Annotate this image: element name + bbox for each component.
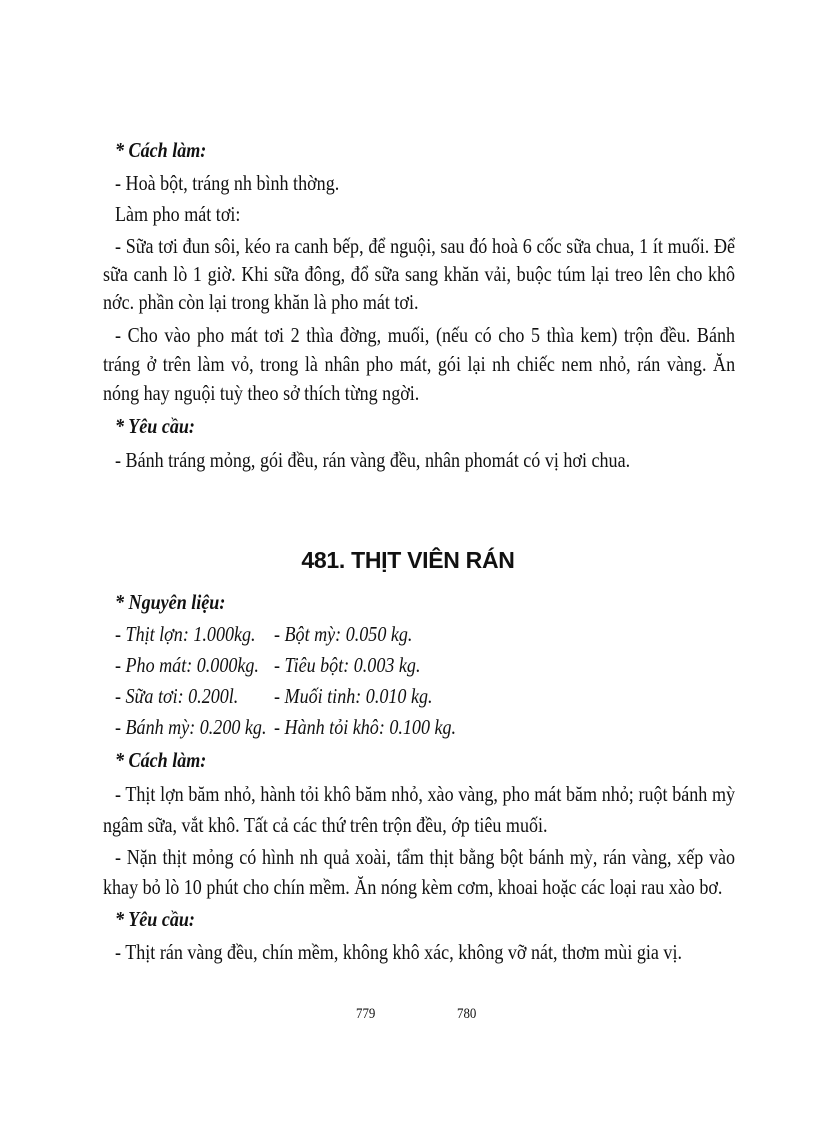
paragraph-line: - Nặn thịt mỏng có hình nh quả xoài, tẩm thịt bằng bột bánh mỳ, rán vàng, xếp vào xyxy=(115,845,736,869)
nguyen-lieu-heading: * Nguyên liệu: xyxy=(115,590,226,614)
text-line: Làm pho mát tơi: xyxy=(115,202,241,226)
paragraph-line: khay bỏ lò 10 phút cho chín mềm. Ăn nóng kèm cơm, khoai hoặc các loại rau xào bơ. xyxy=(103,875,723,899)
paragraph-line: nóng hay nguội tuỳ theo sở thích từng ngời. xyxy=(103,381,420,405)
paragraph-line: - Sữa tơi đun sôi, kéo ra canh bếp, để nguội, sau đó hoà 6 cốc sữa chua, 1 ít muối. Để xyxy=(115,234,736,258)
ingredient-item: - Muối tinh: 0.010 kg. xyxy=(274,684,433,708)
paragraph-line: ngâm sữa, vắt khô. Tất cả các thứ trên trộn đều, ớp tiêu muối. xyxy=(103,813,548,837)
page-number-left: 779 xyxy=(356,1006,376,1022)
cach-lam-heading: * Cách làm: xyxy=(115,748,207,772)
recipe-title: 481. THỊT VIÊN RÁN xyxy=(301,547,515,573)
ingredient-item: - Tiêu bột: 0.003 kg. xyxy=(274,653,421,677)
ingredient-item: - Bột mỳ: 0.050 kg. xyxy=(274,622,413,646)
ingredient-item: - Pho mát: 0.000kg. xyxy=(115,653,259,677)
ingredient-item: - Hành tỏi khô: 0.100 kg. xyxy=(274,715,457,739)
ingredient-item: - Sữa tơi: 0.200l. xyxy=(115,684,239,708)
text-line: - Thịt rán vàng đều, chín mềm, không khô xác, không vỡ nát, thơm mùi gia vị. xyxy=(115,940,682,964)
text-line: - Bánh tráng mỏng, gói đều, rán vàng đều, nhân phomát có vị hơi chua. xyxy=(115,448,631,472)
yeu-cau-heading: * Yêu cầu: xyxy=(115,414,195,438)
ingredient-item: - Thịt lợn: 1.000kg. xyxy=(115,622,256,646)
paragraph-line: - Cho vào pho mát tơi 2 thìa đờng, muối, (nếu có cho 5 thìa kem) trộn đều. Bánh xyxy=(115,323,736,347)
paragraph-line: sữa canh lò 1 giờ. Khi sữa đông, đổ sữa sang khăn vải, buộc túm lại treo lên cho khô xyxy=(103,262,736,286)
yeu-cau-heading: * Yêu cầu: xyxy=(115,907,195,931)
cach-lam-heading: * Cách làm: xyxy=(115,138,207,162)
ingredient-item: - Bánh mỳ: 0.200 kg. xyxy=(115,715,267,739)
paragraph-line: tráng ở trên làm vỏ, trong là nhân pho mát, gói lại nh chiếc nem nhỏ, rán vàng. Ăn xyxy=(103,352,736,376)
paragraph-line: nớc. phần còn lại trong khăn là pho mát tơi. xyxy=(103,290,419,314)
page-number-right: 780 xyxy=(457,1006,477,1022)
paragraph-line: - Thịt lợn băm nhỏ, hành tỏi khô băm nhỏ, xào vàng, pho mát băm nhỏ; ruột bánh mỳ xyxy=(115,782,736,806)
text-line: - Hoà bột, tráng nh bình thờng. xyxy=(115,171,340,195)
